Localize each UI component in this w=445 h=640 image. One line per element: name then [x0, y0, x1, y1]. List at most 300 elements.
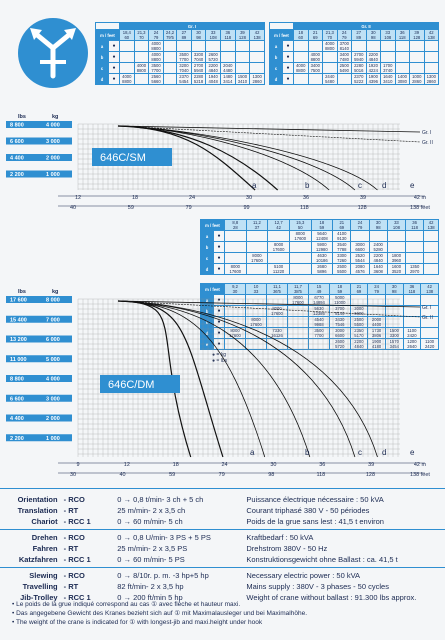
y-tick-lbs: 8 800 [10, 122, 24, 129]
header-metric: 18,4 [122, 30, 131, 35]
table-cell [352, 63, 367, 74]
table-cell [220, 41, 235, 52]
header-metric: 21 [312, 30, 318, 35]
cell-value: 2000 [371, 317, 382, 322]
cell-value: 1000 [412, 74, 422, 79]
cell-value: 5454 [179, 79, 189, 84]
cell-value: 5280 [373, 247, 383, 252]
y-tick-lbs: 11 000 [10, 356, 27, 363]
header-metric: 36 [412, 220, 417, 225]
table-cell [177, 63, 192, 74]
spec-electrical: Poids de la grue sans lest : 41,5 t environ [246, 517, 384, 526]
cell-value: 1350 [409, 264, 420, 269]
bullet-icon: • [12, 601, 17, 608]
bullet-icon: ● [283, 63, 294, 74]
table-cell [250, 41, 265, 52]
cell-value: 4000 [151, 52, 161, 57]
table-cell [250, 63, 265, 74]
header-feet: 60 [124, 35, 130, 40]
table-row [201, 264, 439, 275]
cell-value: 1480 [223, 74, 233, 79]
bullet-icon: ● [109, 74, 120, 85]
table-cell [246, 231, 268, 242]
header-metric: 30 [196, 30, 201, 35]
table-cell [424, 52, 439, 63]
header-metric: 33 [385, 30, 391, 35]
metric-tick: 9 [76, 462, 80, 468]
divider [0, 529, 445, 530]
table-column-header [268, 220, 290, 231]
spec-electrical: Puissance électrique nécessaire : 50 kVA [246, 495, 384, 504]
cell-value: 3000 [335, 328, 345, 333]
table-unit-label: m / feet [201, 284, 225, 295]
cell-value: 4048 [208, 79, 218, 84]
cell-value: 8800 [136, 68, 147, 73]
row-label: a [96, 41, 109, 52]
table-column-header [294, 30, 309, 41]
cell-value: 1730 [371, 328, 382, 333]
bullet-icon: ● [214, 242, 225, 253]
cell-value: 1300 [252, 74, 262, 79]
header-metric: 42 [254, 30, 260, 35]
y-tick-kg: 5 000 [46, 356, 60, 363]
table-cell [351, 242, 369, 253]
table-cell [246, 264, 268, 275]
header-metric: 18 [319, 220, 325, 225]
cell-value: 3540 [337, 242, 347, 247]
table-cell [206, 63, 221, 74]
cell-value: 5940 [193, 68, 204, 73]
table-cell [311, 264, 333, 275]
cell-value: 17600 [294, 236, 307, 241]
header-metric: 21 [356, 284, 362, 289]
spec-function: Translation [17, 506, 58, 515]
table-cell [406, 242, 424, 253]
spec-row [0, 581, 445, 592]
table-column-header [225, 220, 247, 231]
table-column-header [220, 30, 235, 41]
table-cell [308, 63, 323, 74]
table-column-header [424, 30, 439, 41]
cell-value: 7260 [337, 258, 347, 263]
header-metric: 42 [427, 284, 432, 289]
spec-speed: 0 → 60 m/min- 5 ch [117, 517, 183, 526]
table-column-header [424, 220, 439, 231]
cell-value: 2370 [354, 74, 364, 79]
table-cell [352, 41, 367, 52]
bullet-icon: ● [214, 339, 225, 350]
table-cell [163, 41, 176, 52]
bullet-icon: ● [212, 358, 216, 364]
table-cell [333, 242, 351, 253]
cell-value: 2420 [407, 333, 417, 338]
spec-function: Orientation [17, 495, 58, 504]
table-cell [406, 231, 424, 242]
header-metric: 9,2 [232, 284, 238, 289]
y-tick-lbs: 15 400 [10, 317, 27, 324]
cell-value: 1920 [368, 63, 378, 68]
cell-value: 17600 [272, 247, 285, 252]
spec-speed: 0 → 200 ft/min 5 hp [117, 593, 183, 602]
table-cell [206, 41, 221, 52]
note-text: Le poids de la grue indiqué correspond au cas ① avec flèche et hauteur maxi. [16, 601, 241, 608]
cell-value: 4840 [368, 57, 378, 62]
feet-tick: 98 [268, 472, 275, 478]
table-cell [352, 52, 367, 63]
header-feet: 98 [370, 35, 376, 40]
cell-value: 5500 [354, 322, 364, 327]
row-label: c [201, 317, 214, 328]
y-tick-lbs: 4 400 [10, 155, 24, 162]
cell-value: 12408 [316, 236, 328, 241]
cell-value: 5100 [273, 264, 284, 269]
table-cell [308, 52, 323, 63]
y-tick-kg: 3 000 [46, 396, 60, 403]
header-metric: 15,3 [296, 220, 305, 225]
row-label: d [201, 328, 214, 339]
y-tick-kg: 3 000 [46, 139, 60, 145]
table-column-header [289, 220, 311, 231]
header-metric: 39 [414, 30, 420, 35]
header-feet: 60 [298, 35, 304, 40]
zone-label: e [410, 448, 415, 457]
cell-value: 5544 [355, 258, 365, 263]
row-label: a [201, 231, 214, 242]
zone-label: d [382, 181, 387, 190]
legend-lbs: = lbs [216, 358, 228, 364]
metric-tick: 24 [188, 195, 196, 201]
metric-tick: 36 [302, 195, 310, 201]
y-tick-lbs: 8 800 [10, 376, 24, 383]
table-cell [366, 41, 381, 52]
spec-function: Drehen [31, 533, 58, 542]
table-cell [294, 74, 309, 85]
table-cell [268, 231, 290, 242]
table-cell [268, 253, 290, 264]
feet-tick: 138 feet [410, 205, 430, 211]
note-line [12, 609, 442, 618]
feet-tick: 118 [299, 205, 309, 211]
table-cell [225, 242, 247, 253]
bullet-icon: ● [214, 328, 225, 339]
legend-gr2: Gr. II [422, 315, 433, 321]
cell-value: 7700 [151, 68, 161, 73]
spec-code: - RT [63, 506, 79, 515]
table-row [201, 242, 439, 253]
header-feet: 70 [139, 35, 144, 40]
table-cell [149, 63, 164, 74]
cell-value: 5720 [208, 57, 218, 62]
table-cell [191, 52, 206, 63]
bullet-icon: ● [212, 352, 216, 358]
header-metric: 21 [339, 220, 345, 225]
spec-function: Jib-Trolley [20, 593, 58, 602]
row-label: d [270, 74, 283, 85]
zone-label: a [250, 448, 255, 457]
table-cell [333, 253, 351, 264]
row-label: b [96, 52, 109, 63]
spec-code: - RCC 1 [63, 555, 91, 564]
table-cell [235, 63, 250, 74]
cell-value: 4000 [325, 41, 335, 46]
cell-value: 1500 [389, 328, 399, 333]
table-cell [406, 253, 424, 264]
header-feet: 98 [391, 289, 397, 294]
feet-tick: 118 [316, 472, 326, 478]
y-tick-kg: 6 000 [46, 337, 60, 343]
cell-value: 1940 [208, 74, 218, 79]
cell-value: 8000 [230, 264, 240, 269]
table-cell [268, 264, 290, 275]
bullet-icon: ● [214, 306, 225, 317]
header-metric: 10 [253, 284, 259, 289]
cell-value: 5222 [354, 79, 364, 84]
table-column-header [206, 30, 221, 41]
cell-value: 3300 [337, 253, 347, 258]
y-tick-lbs: 17 600 [10, 297, 27, 304]
table-cell [337, 63, 352, 74]
table-cell [134, 52, 149, 63]
feet-tick: 40 [69, 205, 77, 211]
table-row [270, 41, 439, 52]
header-metric: 30 [391, 284, 397, 289]
table-row [201, 231, 439, 242]
feet-tick: 138 feet [410, 472, 430, 478]
divider [0, 567, 445, 568]
cell-value: 8000 [273, 242, 284, 247]
note-line [12, 600, 442, 609]
table-cell [294, 63, 309, 74]
header-feet: 28 [232, 225, 238, 230]
cell-value: 3200 [179, 63, 189, 68]
feet-tick: 128 [357, 205, 367, 211]
metric-tick: 42 m [413, 462, 427, 468]
row-label: a [270, 41, 283, 52]
cell-value: 4100 [337, 231, 347, 236]
spec-electrical: Kraftbedarf : 50 kVA [246, 533, 314, 542]
table-cell [308, 41, 323, 52]
spec-function: Fahren [32, 544, 58, 553]
bullet-icon: ● [283, 41, 294, 52]
zone-label: c [358, 181, 362, 190]
table-cell [120, 74, 135, 85]
cell-value: 8000 [230, 328, 240, 333]
metric-tick: 39 [359, 195, 367, 201]
metric-tick: 30 [270, 462, 277, 468]
cell-value: 7500 [310, 68, 320, 73]
row-label: b [270, 52, 283, 63]
bullet-icon: ● [214, 295, 225, 306]
table-column-header [387, 220, 405, 231]
table-cell [387, 264, 405, 275]
table-column-header [311, 220, 333, 231]
header-metric: 42 [428, 220, 434, 225]
y-tick-lbs: 2 200 [10, 435, 24, 442]
legend-gr1: Gr. I [422, 305, 432, 311]
cell-value: 12386 [313, 311, 325, 316]
cell-value: 2500 [337, 264, 347, 269]
table-cell [387, 253, 405, 264]
y-tick-lbs: 6 600 [10, 139, 24, 145]
cell-value: 4180 [371, 344, 382, 349]
table-cell [406, 264, 424, 275]
cell-value: 2350 [354, 328, 364, 333]
cell-value: 8140 [339, 46, 349, 51]
y-tick-kg: 7 000 [46, 317, 60, 324]
header-metric: 24 [153, 30, 159, 35]
table-cell [424, 264, 439, 275]
cell-value: 2200 [368, 52, 378, 57]
table-cell [134, 41, 149, 52]
table-cell [289, 264, 311, 275]
header-feet: 69 [356, 289, 362, 294]
cell-value: 11000 [334, 300, 346, 305]
table-column-header [246, 220, 268, 231]
cell-value: 9988 [314, 322, 324, 327]
spec-electrical: Konstruktionsgewicht ohne Ballast : ca. 41,5 t [246, 555, 398, 564]
table-cell [225, 231, 247, 242]
cell-value: 5016 [354, 68, 364, 73]
header-metric: 11,7 [294, 284, 302, 289]
cell-value: 1100 [407, 328, 417, 333]
header-feet: 118 [398, 35, 406, 40]
cell-value: 2200 [373, 253, 383, 258]
table-cell [289, 242, 311, 253]
cell-value: 3000 [355, 242, 365, 247]
zone-label: c [358, 448, 362, 457]
table-column-header [177, 30, 192, 41]
header-feet: 128 [413, 35, 421, 40]
table-cell [424, 231, 439, 242]
header-feet: 138 [427, 225, 435, 230]
spec-speed: 0 → 0,8 t/min- 3 ch + 5 ch [117, 495, 204, 504]
table-cell [395, 63, 410, 74]
table-cell [177, 74, 192, 85]
table-row [270, 52, 439, 63]
table-caption: Gr. I [120, 23, 265, 30]
bullet-icon: ● [283, 74, 294, 85]
header-metric: 8,8 [232, 220, 239, 225]
table-row [270, 74, 439, 85]
table-cell [369, 264, 387, 275]
cell-value: 17600 [292, 300, 304, 305]
table-cell [250, 52, 265, 63]
bullet-icon: ● [214, 264, 225, 275]
header-metric: 42 [428, 30, 434, 35]
header-metric: 18 [298, 30, 304, 35]
cell-value: 2600 [335, 339, 345, 344]
cell-value: 7788 [337, 247, 347, 252]
header-metric: 30 [370, 30, 376, 35]
table-cell [120, 63, 135, 74]
header-feet: 89 [356, 35, 362, 40]
header-feet: 36'5 [273, 289, 281, 294]
y-tick-kg: 2 000 [46, 416, 60, 422]
cell-value: 2040 [223, 63, 233, 68]
cell-value: 2200 [208, 63, 218, 68]
company-logo [18, 18, 88, 88]
cell-value: 8800 [151, 46, 161, 51]
table-cell [381, 74, 396, 85]
header-metric: 27 [356, 30, 362, 35]
table-cell [220, 52, 235, 63]
cell-value: 1700 [383, 63, 393, 68]
table-cell [337, 52, 352, 63]
cell-value: 4630 [317, 253, 327, 258]
table-unit-label: m / feet [201, 220, 225, 231]
table-cell [250, 74, 265, 85]
table-cell [369, 242, 387, 253]
table-column-header [323, 30, 338, 41]
header-metric: 24 [357, 220, 363, 225]
feet-tick: 99 [243, 205, 250, 211]
cell-value: 2200 [354, 339, 364, 344]
row-label: c [96, 63, 109, 74]
cell-value: 3000 [354, 306, 364, 311]
cell-value: 3700 [339, 41, 349, 46]
spec-speed: 0 → 60 m/min- 5 PS [117, 555, 185, 564]
header-metric: 36 [409, 284, 415, 289]
bullet-icon: ● [283, 52, 294, 63]
header-feet: 50 [297, 225, 303, 230]
table-column-header [352, 30, 367, 41]
table-cell [134, 74, 149, 85]
cell-value: 2500 [354, 317, 364, 322]
cell-value: 7480 [339, 57, 349, 62]
cell-value: 17600 [229, 269, 242, 274]
cell-value: 4000 [310, 52, 320, 57]
cell-value: 2700 [193, 63, 204, 68]
table-unit-label: m / feet [270, 30, 294, 41]
header-feet: 79 [153, 35, 159, 40]
header-metric: 30 [375, 220, 381, 225]
cell-value: 3430 [335, 317, 345, 322]
cell-value: 5940 [354, 57, 364, 62]
header-metric: 36 [399, 30, 405, 35]
spec-electrical: Weight of crane without ballast : 91.300 lbs approx. [246, 593, 417, 602]
header-feet: 138 [253, 35, 261, 40]
cell-value: 2080 [355, 264, 365, 269]
table-cell [311, 231, 333, 242]
spec-speed: 25 m/min- 2 x 3,5 ch [117, 506, 186, 515]
cell-value: 2600 [208, 52, 218, 57]
y-tick-lbs: 13 200 [10, 337, 27, 343]
cell-value: 1300 [426, 74, 436, 79]
y-tick-kg: 4 000 [46, 376, 60, 383]
spec-code: - RT [63, 582, 79, 591]
table-cell [366, 74, 381, 85]
metric-tick: 39 [368, 462, 375, 468]
table-cell [381, 52, 396, 63]
spec-row [0, 505, 445, 516]
cell-value: 8000 [252, 253, 262, 258]
spec-row [0, 554, 445, 565]
cell-value: 1500 [237, 74, 248, 79]
table-cell [351, 253, 369, 264]
cell-value: 4400 [371, 322, 382, 327]
cell-value: 5170 [354, 333, 364, 338]
header-metric: 33 [210, 30, 216, 35]
spec-speed: 0 → 8/10r. p. m. -3 hp+5 hp [117, 571, 209, 580]
table-cell [351, 231, 369, 242]
cell-value: 3500 [314, 328, 324, 333]
table-column-header [381, 30, 396, 41]
cell-value: 4396 [368, 79, 378, 84]
load-chart-646c-dm [0, 285, 445, 495]
table-cell [294, 52, 309, 63]
header-feet: 38'5 [294, 289, 302, 294]
zone-label: e [410, 181, 415, 190]
